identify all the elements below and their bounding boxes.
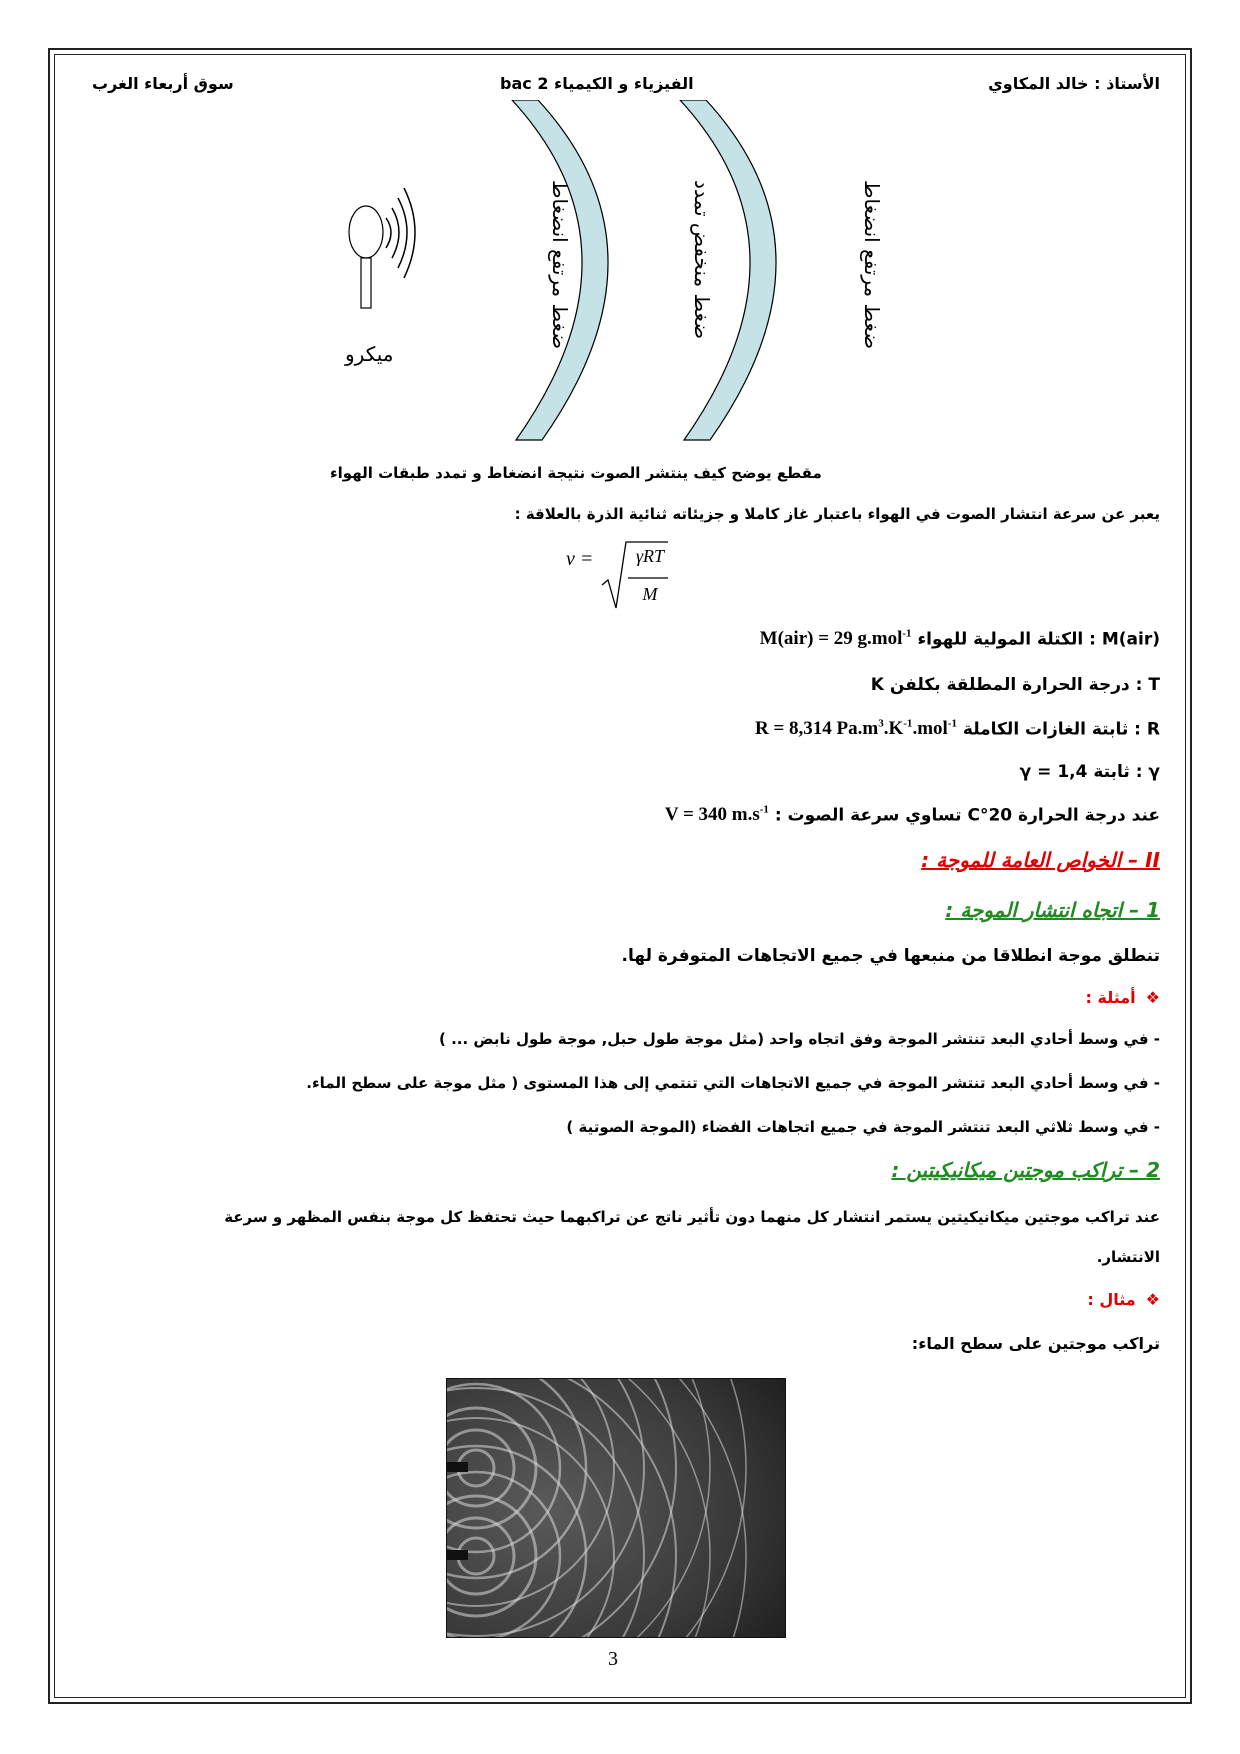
example-heading: ❖مثال :	[1087, 1290, 1160, 1309]
subsection-2-text-line2: الانتشار.	[1096, 1248, 1160, 1266]
label-compression-2: ضغط مرتفع انضغاط	[860, 180, 884, 350]
header-subject: الفيزياء و الكيمياء 2 bac	[500, 74, 694, 93]
example-item-3: - في وسط ثلاثي البعد تنتشر الموجة في جميع اتجاهات الفضاء (الموجة الصوتية )	[566, 1118, 1160, 1136]
header-teacher: الأستاذ : خالد المكاوي	[988, 74, 1160, 93]
example-item-1: - في وسط أحادي البعد تنتشر الموجة وفق اتجاه واحد (مثل موجة طول حبل, موجة طول نابض ... )	[439, 1030, 1160, 1048]
def-sound-speed: عند درجة الحرارة 20°C تساوي سرعة الصوت : V = 340 $m.s^{-1}$	[664, 804, 1160, 826]
section-2-title: II – الخواص العامة للموجة :	[921, 848, 1160, 872]
diamond-bullet-icon: ❖	[1145, 988, 1160, 1007]
intro-text: يعبر عن سرعة انتشار الصوت في الهواء باعتبار غاز كاملا و جزيئاته ثنائية الذرة بالعلاقة :	[514, 505, 1160, 523]
formula-denominator: M	[642, 584, 658, 604]
def-gamma: γ : ثابتة γ = 1,4	[1019, 762, 1160, 782]
label-compression-1: ضغط مرتفع انضغاط	[548, 180, 572, 350]
diamond-bullet-icon: ❖	[1145, 1290, 1160, 1309]
subsection-1-text: تنطلق موجة انطلاقا من منبعها في جميع الاتجاهات المتوفرة لها.	[621, 946, 1160, 966]
wave-interference-photo	[446, 1378, 786, 1638]
formula-numerator: γRT	[635, 546, 665, 566]
header-school: سوق أربعاء الغرب	[92, 74, 234, 93]
subsection-1-title: 1 – اتجاه انتشار الموجة :	[945, 898, 1160, 922]
mic-label: ميكرو	[345, 342, 394, 366]
examples-heading: ❖أمثلة :	[1085, 988, 1160, 1007]
label-rarefaction: ضغط منخفض تمدد	[690, 180, 714, 340]
subsection-2-title: 2 – تراكب موجتين ميكانيكيتين :	[891, 1158, 1160, 1182]
def-molar-mass: M(air) : الكتلة المولية للهواء M(air) = 29 g.mol$^{-1}$	[759, 628, 1160, 650]
subsection-2-text-line1: عند تراكب موجتين ميكانيكيتين يستمر انتشار كل منهما دون تأثير ناتج عن تراكبهما حيث تحتفظ كل موجة بنفس المظهر و سرعة	[224, 1208, 1160, 1226]
microphone-icon	[349, 188, 415, 308]
example-item-2: - في وسط أحادي البعد تنتشر الموجة في جميع الاتجاهات التي تنتمي إلى هذا المستوى ( مثل موجة على سطح الماء.	[306, 1074, 1160, 1092]
example-text: تراكب موجتين على سطح الماء:	[911, 1334, 1160, 1353]
def-gas-constant: R : ثابتة الغازات الكاملة R = 8,314 $Pa.m^3.K^{-1}.mol^{-1}$	[755, 718, 1160, 740]
def-temperature: T : درجة الحرارة المطلقة بكلفن K	[870, 675, 1160, 695]
sound-wave-diagram	[330, 100, 930, 445]
figure-caption: مقطع يوضح كيف ينتشر الصوت نتيجة انضغاط و تمدد طبقات الهواء	[330, 464, 822, 482]
page-number: 3	[608, 1648, 618, 1670]
formula-lhs: v =	[566, 548, 594, 570]
